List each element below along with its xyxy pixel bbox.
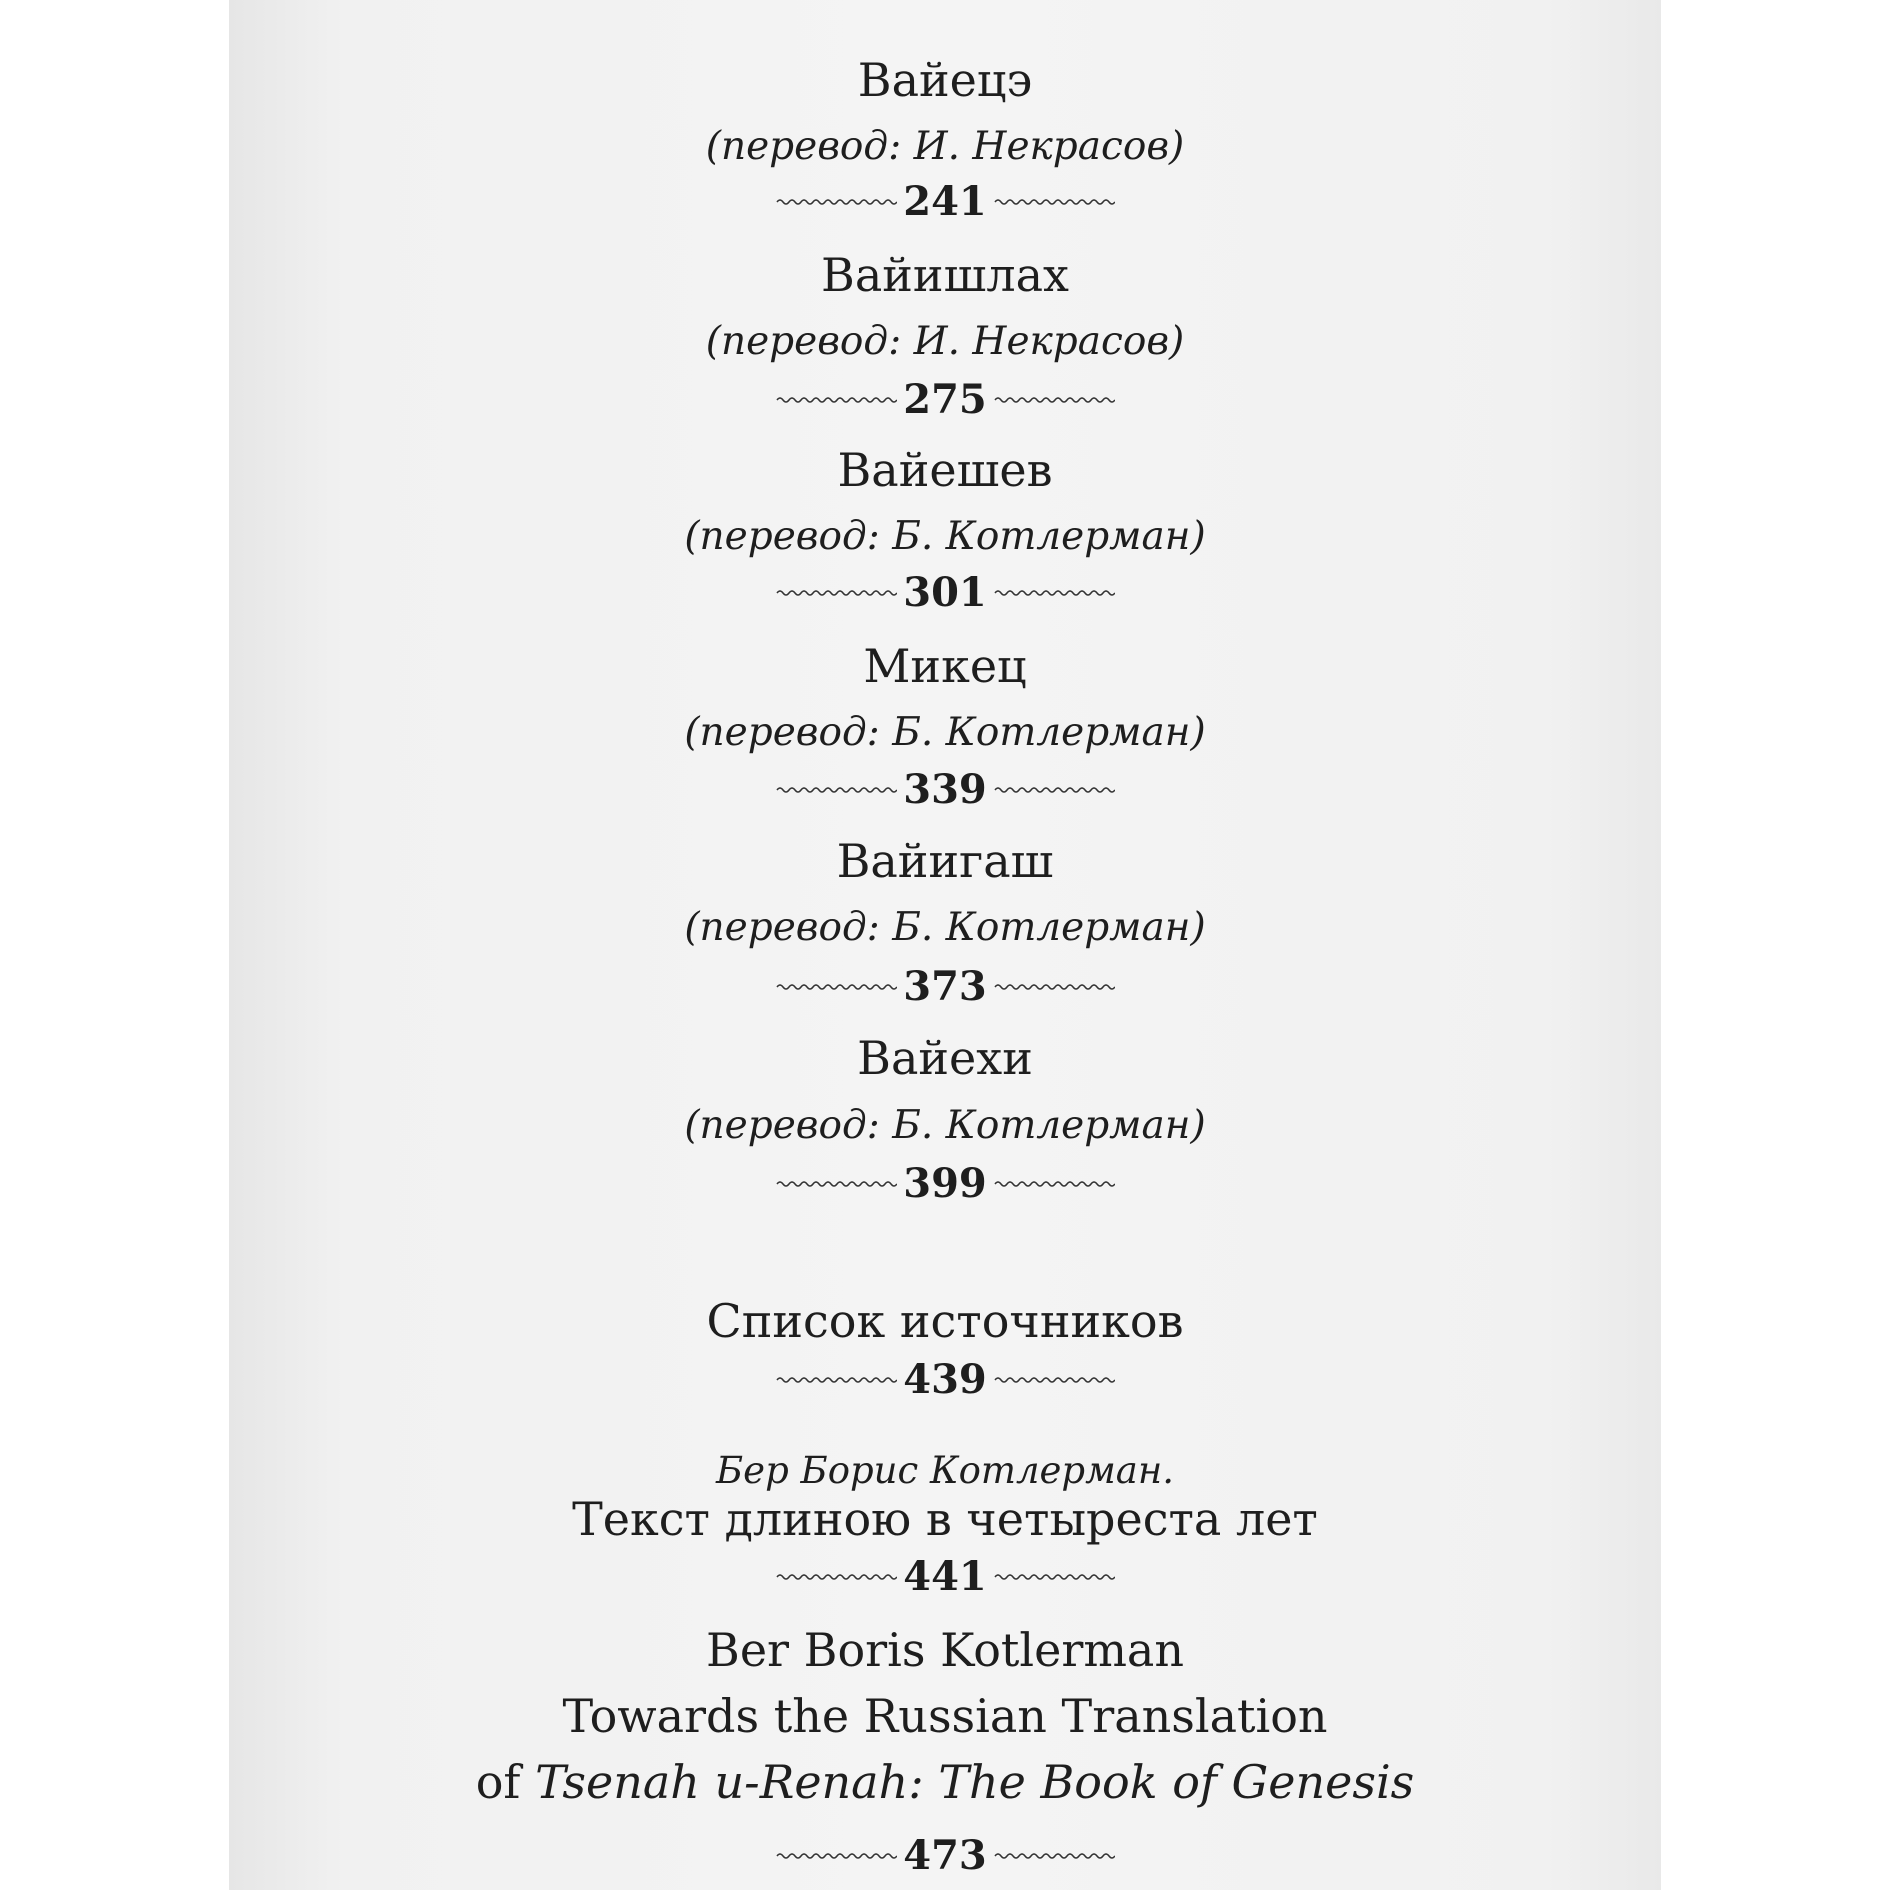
sources-title: Список источников <box>706 1294 1184 1348</box>
wavy-ornament-icon <box>993 783 1115 797</box>
page-number-row <box>229 1832 1661 1879</box>
page-number-row <box>229 178 1661 225</box>
wavy-ornament-icon <box>993 1373 1115 1387</box>
toc-entry-title: Вайецэ <box>857 53 1033 107</box>
essay-title: Текст длиною в четыреста лет <box>572 1492 1318 1546</box>
toc-entry-title: Микец <box>863 639 1027 693</box>
wavy-ornament-icon <box>775 586 897 600</box>
page-number-row <box>229 1356 1661 1403</box>
page-number-row <box>229 569 1661 616</box>
wavy-ornament-icon <box>993 586 1115 600</box>
wavy-ornament-icon <box>775 195 897 209</box>
wavy-ornament-icon <box>775 980 897 994</box>
toc-entry-title: Вайехи <box>857 1031 1033 1085</box>
page-number-row <box>229 1160 1661 1207</box>
wavy-ornament-icon <box>775 393 897 407</box>
wavy-ornament-icon <box>993 1570 1115 1584</box>
toc-entry-title: Вайигаш <box>836 834 1054 888</box>
toc-entry-title: Вайешев <box>837 443 1053 497</box>
page-number: 441 <box>903 1553 987 1600</box>
wavy-ornament-icon <box>993 393 1115 407</box>
english-title-line: Towards the Russian Translation <box>562 1689 1328 1743</box>
page-number: 439 <box>903 1356 987 1403</box>
wavy-ornament-icon <box>993 195 1115 209</box>
english-title-line-2 <box>229 1755 1661 1809</box>
wavy-ornament-icon <box>993 1177 1115 1191</box>
toc-entry-translator: (перевод: Б. Котлерман) <box>684 710 1206 755</box>
page-number: 339 <box>903 766 987 813</box>
page-number-row <box>229 766 1661 813</box>
english-author: Ber Boris Kotlerman <box>706 1623 1184 1677</box>
wavy-ornament-icon <box>775 1177 897 1191</box>
english-prefix: of <box>475 1755 521 1809</box>
wavy-ornament-icon <box>775 1570 897 1584</box>
page-number-row <box>229 1553 1661 1600</box>
english-book-title: Tsenah u-Renah: The Book of Genesis <box>535 1755 1415 1809</box>
toc-entry-translator: (перевод: Б. Котлерман) <box>684 514 1206 559</box>
wavy-ornament-icon <box>775 1849 897 1863</box>
page-number-row <box>229 376 1661 423</box>
toc-entry-translator: (перевод: Б. Котлерман) <box>684 1103 1206 1148</box>
toc-entry-translator: (перевод: И. Некрасов) <box>705 319 1185 364</box>
page-number: 301 <box>903 569 987 616</box>
wavy-ornament-icon <box>993 980 1115 994</box>
page-number: 473 <box>903 1832 987 1879</box>
table-of-contents <box>229 0 1661 1890</box>
page-number: 373 <box>903 963 987 1010</box>
toc-entry-translator: (перевод: И. Некрасов) <box>705 124 1185 169</box>
page-number: 241 <box>903 178 987 225</box>
wavy-ornament-icon <box>775 1373 897 1387</box>
toc-entry-translator: (перевод: Б. Котлерман) <box>684 905 1206 950</box>
essay-author: Бер Борис Котлерман. <box>715 1449 1174 1492</box>
wavy-ornament-icon <box>775 783 897 797</box>
page-number: 275 <box>903 376 987 423</box>
wavy-ornament-icon <box>993 1849 1115 1863</box>
toc-entry-title: Вайишлах <box>821 248 1069 302</box>
page-number: 399 <box>903 1160 987 1207</box>
page-number-row <box>229 963 1661 1010</box>
